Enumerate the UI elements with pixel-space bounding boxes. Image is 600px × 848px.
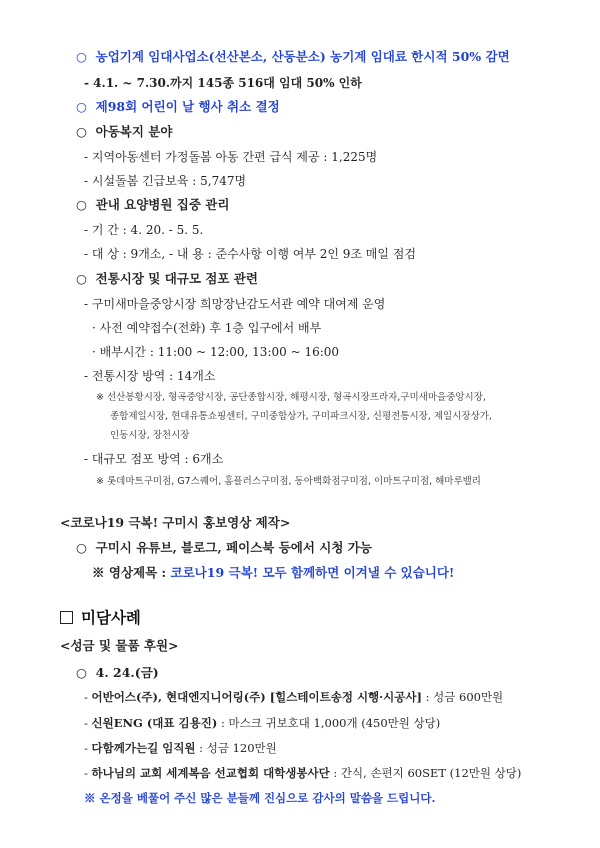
item-text: 구미새마을중앙시장 희망장난감도서관 예약 대여제 운영 bbox=[91, 297, 386, 311]
item-market bbox=[76, 273, 258, 286]
item-hospital-target: - 대 상 : 9개소, - 내 용 : 준수사항 이행 여부 2인 9조 매일 점검 bbox=[84, 247, 416, 261]
item-donor-1: - 어반어스(주), 현대엔지니어링(주) [힐스테이트송정 시행·시공사] : 성금 600만원 bbox=[84, 690, 504, 704]
circle-bullet: ○ bbox=[76, 99, 87, 114]
item-text: 전통시장 방역 : 14개소 bbox=[91, 369, 216, 383]
item-text: 제98회 어린이 날 행사 취소 결정 bbox=[95, 99, 280, 114]
item-text: 관내 요양병원 집중 관리 bbox=[95, 197, 230, 212]
item-market-note-3 bbox=[110, 431, 189, 441]
item-text: 인동시장, 장천시장 bbox=[110, 430, 190, 441]
item-market-disinfect: - 전통시장 방역 : 14개소 bbox=[84, 369, 216, 383]
item-text: 롯데마트구미점, G7스퀘어, 홈플러스구미점, 동아백화점구미점, 이마트구미점, 해마루밸리 bbox=[107, 476, 481, 487]
donor-detail: : 성금 120만원 bbox=[195, 741, 277, 755]
item-text: <성금 및 물품 후원> bbox=[60, 638, 179, 653]
item-child-welfare-2: - 시설돌봄 긴급보육 : 5,747명 bbox=[84, 174, 247, 188]
item-market-library-2: · 배부시간 : 11:00 ~ 12:00, 13:00 ~ 16:00 bbox=[92, 345, 340, 359]
item-text: 아동복지 분야 bbox=[95, 124, 173, 139]
item-agri-rental-detail: - 4.1. ~ 7.30.까지 145종 516대 임대 50% 인하 bbox=[84, 76, 362, 90]
item-text: 대 상 : 9개소, - 내 용 : 준수사항 이행 여부 2인 9조 매일 점검 bbox=[91, 247, 416, 261]
circle-bullet: ○ bbox=[76, 665, 87, 680]
item-text: 지역아동센터 가정돌봄 아동 간편 급식 제공 : 1,225명 bbox=[91, 150, 378, 164]
item-text: 배부시간 : 11:00 ~ 12:00, 13:00 ~ 16:00 bbox=[99, 345, 340, 359]
item-hospital-period: - 기 간 : 4. 20. - 5. 5. bbox=[84, 223, 204, 237]
item-market-library-1: · 사전 예약접수(전화) 후 1층 입구에서 배부 bbox=[92, 321, 322, 335]
item-text: 선산봉황시장, 형곡중앙시장, 공단종합시장, 해평시장, 형곡시장프라자,구미새마을중앙시장, bbox=[107, 392, 486, 403]
circle-bullet: ○ bbox=[76, 49, 87, 64]
item-text: 4.1. ~ 7.30.까지 145종 516대 임대 50% 인하 bbox=[93, 76, 362, 90]
item-donor-4: - 하나님의 교회 세계복음 선교협회 대학생봉사단 : 간식, 손편지 60SET (12만원 상당) bbox=[84, 766, 522, 780]
donor-name: 신원ENG (대표 김용진) bbox=[91, 716, 218, 730]
item-text: 기 간 : 4. 20. - 5. 5. bbox=[91, 223, 204, 237]
item-child-welfare bbox=[76, 126, 172, 139]
item-donor-2: - 신원ENG (대표 김용진) : 마스크 귀보호대 1,000개 (450만원 상당) bbox=[84, 716, 441, 730]
video-section-header bbox=[60, 517, 290, 530]
circle-bullet: ○ bbox=[76, 197, 87, 212]
item-text: 농업기계 임대사업소(선산본소, 산동분소) 농기계 임대료 한시적 50% 감면 bbox=[95, 49, 510, 64]
circle-bullet: ○ bbox=[76, 124, 87, 139]
square-bullet-icon bbox=[60, 611, 73, 624]
item-text: 사전 예약접수(전화) 후 1층 입구에서 배부 bbox=[99, 321, 322, 335]
item-market-note-2 bbox=[110, 412, 492, 422]
item-agri-rental bbox=[76, 51, 510, 64]
item-text: 온정을 베풀어 주신 많은 분들께 진심으로 감사의 말씀을 드립니다. bbox=[99, 791, 436, 805]
item-text: 종합제일시장, 현대유통쇼핑센터, 구미중합상가, 구미파크시장, 신평전통시장, 제일시장상가, bbox=[110, 411, 492, 422]
item-hospital bbox=[76, 199, 229, 212]
donor-name: 하나님의 교회 세계복음 선교협회 대학생봉사단 bbox=[91, 766, 330, 780]
donor-detail: : 성금 600만원 bbox=[421, 690, 504, 704]
item-text: 구미시 유튜브, 블로그, 페이스북 등에서 시청 가능 bbox=[95, 540, 372, 555]
item-child-welfare-1: - 지역아동센터 가정돌봄 아동 간편 급식 제공 : 1,225명 bbox=[84, 150, 378, 164]
item-thanks: ※ 온정을 베풀어 주신 많은 분들께 진심으로 감사의 말씀을 드립니다. bbox=[84, 791, 436, 805]
item-donor-3: - 다함께가는길 임직원 : 성금 120만원 bbox=[84, 741, 277, 755]
item-text: 4. 24.(금) bbox=[95, 665, 159, 680]
donation-header bbox=[60, 640, 179, 653]
item-market-library: - 구미새마을중앙시장 희망장난감도서관 예약 대여제 운영 bbox=[84, 297, 386, 311]
item-text: 대규모 점포 방역 : 6개소 bbox=[91, 452, 224, 466]
item-text: 시설돌봄 긴급보육 : 5,747명 bbox=[91, 174, 247, 188]
item-childrens-day bbox=[76, 101, 280, 114]
video-title-value: 코로나19 극복! 모두 함께하면 이겨낼 수 있습니다! bbox=[170, 565, 455, 580]
section-title: 미담사례 bbox=[81, 609, 141, 627]
item-video-channels bbox=[76, 542, 372, 555]
item-video-title: ※ 영상제목 : 코로나19 극복! 모두 함께하면 이겨낼 수 있습니다! bbox=[92, 565, 455, 580]
section-good-deeds bbox=[60, 611, 141, 627]
donor-detail: : 마스크 귀보호대 1,000개 (450만원 상당) bbox=[217, 716, 441, 730]
item-market-note-1: ※ 선산봉황시장, 형곡중앙시장, 공단종합시장, 해평시장, 형곡시장프라자,구미새마을중앙시장, bbox=[96, 392, 486, 403]
circle-bullet: ○ bbox=[76, 540, 87, 555]
donor-name: 다함께가는길 임직원 bbox=[91, 741, 196, 755]
item-text: <코로나19 극복! 구미시 홍보영상 제작> bbox=[60, 515, 291, 530]
item-donation-date bbox=[76, 667, 159, 680]
item-store-disinfect: - 대규모 점포 방역 : 6개소 bbox=[84, 452, 224, 466]
donor-name: 어반어스(주), 현대엔지니어링(주) [힐스테이트송정 시행·시공사] bbox=[91, 690, 422, 704]
item-text: 전통시장 및 대규모 점포 관련 bbox=[95, 271, 258, 286]
item-text: 영상제목 : bbox=[108, 565, 167, 580]
item-store-note: ※ 롯데마트구미점, G7스퀘어, 홈플러스구미점, 동아백화점구미점, 이마트구미점, 해마루밸리 bbox=[96, 476, 481, 487]
donor-detail: : 간식, 손편지 60SET (12만원 상당) bbox=[329, 766, 522, 780]
circle-bullet: ○ bbox=[76, 271, 87, 286]
